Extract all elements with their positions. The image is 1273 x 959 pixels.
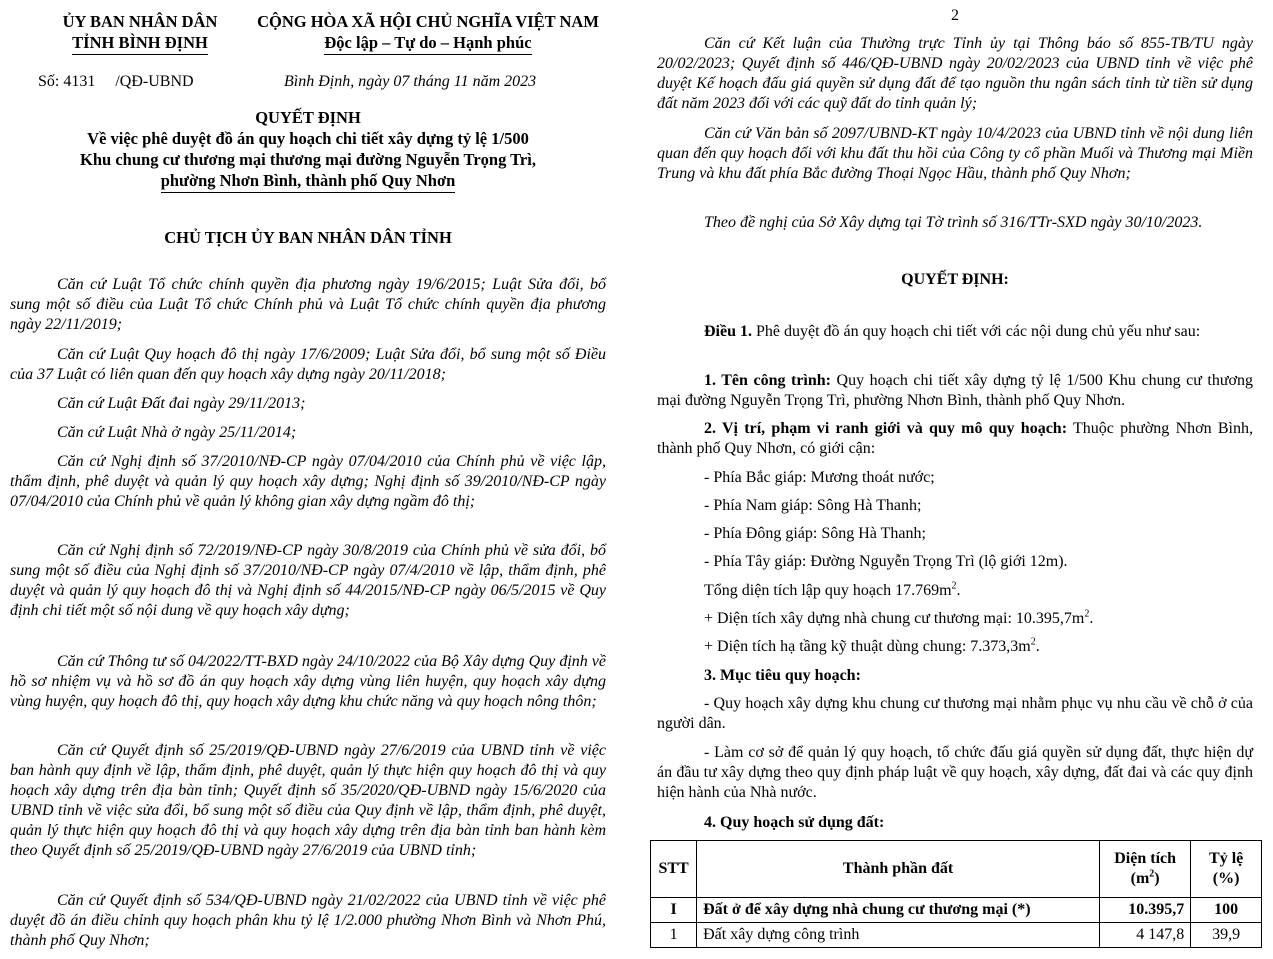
number-value: 4131 [63, 73, 96, 90]
legal-basis-10: Căn cứ Kết luận của Thường trực Tỉnh ủy tại Thông báo số 855-TB/TU ngày 20/02/2023; Quyết định số 446/QĐ-UBND ngày 20/02/2023 của UBND tỉnh về việc phê duyệt Kế hoạch đấu giá quyền sử dụng đất để tạo nguồn thu ngân sách tỉnh từ tiền sử dụng đất năm 2023 đối với các quỹ đất do tỉnh quản lý; [657, 35, 1253, 112]
agency-header [10, 11, 270, 55]
item-2-text: Thuộc phường Nhơn Bình, thành phố Quy Nhơn, có giới cận: [657, 420, 1253, 457]
boundary-east: - Phía Đông giáp: Sông Hà Thanh; [704, 525, 926, 542]
row-area: 10.395,7 [1100, 898, 1191, 923]
decision-heading: QUYẾT ĐỊNH: [901, 271, 1009, 288]
title-line3: phường Nhơn Bình, thành phố Quy Nhơn [161, 170, 456, 193]
document-date: Bình Định, ngày 07 tháng 11 năm 2023 [284, 73, 537, 90]
item-1-label: 1. Tên công trình: [704, 372, 832, 389]
item-3-goal-1: - Quy hoạch xây dựng khu chung cư thương mại nhằm phục vụ nhu cầu về chỗ ở của người dân. [657, 695, 1253, 732]
legal-basis-3: Căn cứ Luật Đất đai ngày 29/11/2013; [57, 395, 306, 412]
legal-basis-9: Căn cứ Quyết định số 534/QĐ-UBND ngày 21/02/2022 của UBND tỉnh về việc phê duyệt đồ án điều chỉnh quy hoạch phân khu tỷ lệ 1/2.000 phường Nhơn Bình và Nhơn Phú, thành phố Quy Nhơn; [10, 892, 606, 949]
title-heading: QUYẾT ĐỊNH [255, 108, 361, 127]
legal-basis-5: Căn cứ Nghị định số 37/2010/NĐ-CP ngày 07/04/2010 của Chính phủ về việc lập, thẩm định, phê duyệt và quản lý quy hoạch xây dựng; Nghị định số 39/2010/NĐ-CP ngày 07/04/2010 của Chính phủ về quản lý không gian xây dựng ngầm đô thị; [10, 453, 606, 510]
legal-basis-6: Căn cứ Nghị định số 72/2019/NĐ-CP ngày 30/8/2019 của Chính phủ về sửa đổi, bổ sung một số điều của Nghị định số 37/2010/NĐ-CP ngày 07/4/2010 về lập, thẩm định, phê duyệt và quản lý quy hoạch đô thị và Nghị định số 44/2015/NĐ-CP ngày 06/5/2015 về Quy định chi tiết một số nội dung về quy hoạch xây dựng; [10, 542, 606, 619]
nation-motto: Độc lập – Tự do – Hạnh phúc [324, 32, 531, 55]
row-pct: 100 [1191, 898, 1262, 923]
legal-basis-8: Căn cứ Quyết định số 25/2019/QĐ-UBND ngày 27/6/2019 của UBND tỉnh về việc ban hành quy định về lập, thẩm định, phê duyệt, quản lý thực hiện quy hoạch đô thị và quy hoạch xây dựng trên địa bàn tỉnh; Quyết định số 35/2020/QĐ-UBND ngày 15/6/2020 của UBND tỉnh về việc sửa đổi, bổ sung một số điều của Quy định về lập, thẩm định, phê duyệt, quản lý thực hiện quy hoạch đô thị và quy hoạch xây dựng trên địa bàn tỉnh ban hành kèm theo Quyết định số 25/2019/QĐ-UBND ngày 27/6/2019 của UBND tỉnh; [10, 742, 606, 859]
boundary-north: - Phía Bắc giáp: Mương thoát nước; [704, 469, 935, 486]
header-stt: STT [651, 841, 697, 898]
legal-basis-12: Theo đề nghị của Sở Xây dựng tại Tờ trình số 316/TTr-SXD ngày 30/10/2023. [704, 214, 1203, 231]
page-number: 2 [951, 7, 959, 24]
number-suffix: /QĐ-UBND [115, 73, 194, 90]
legal-basis-2: Căn cứ Luật Quy hoạch đô thị ngày 17/6/2009; Luật Sửa đổi, bổ sung một số Điều của 37 Luật có liên quan đến quy hoạch xây dựng ngày 20/11/2018; [10, 346, 606, 383]
row-stt: 1 [651, 923, 697, 948]
area-housing: + Diện tích xây dựng nhà chung cư thương mại: $10.395,7m^2$. [704, 608, 1094, 627]
header-name: Thành phần đất [697, 841, 1100, 898]
article-1 [657, 322, 1253, 342]
row-pct: 39,9 [1191, 923, 1262, 948]
legal-basis-7: Căn cứ Thông tư số 04/2022/TT-BXD ngày 24/10/2022 của Bộ Xây dựng Quy định về hồ sơ nhiệm vụ và hồ sơ đồ án quy hoạch xây dựng vùng liên huyện, quy hoạch xây dựng vùng huyện, quy hoạch đô thị, quy hoạch xây dựng khu chức năng và quy hoạch nông thôn; [10, 653, 606, 710]
area-total: Tổng diện tích lập quy hoạch $17.769m^2$. [704, 580, 961, 599]
area-infrastructure: + Diện tích hạ tầng kỹ thuật dùng chung: $7.373,3m^2$. [704, 636, 1040, 655]
document-number [38, 72, 194, 92]
item-4-label: 4. Quy hoạch sử dụng đất: [704, 814, 885, 831]
item-1 [657, 371, 1253, 411]
header-area: Diện tích $(m^2)$ [1100, 841, 1191, 898]
authority-heading: CHỦ TỊCH ỦY BAN NHÂN DÂN TỈNH [164, 228, 452, 247]
nation-header [238, 11, 618, 55]
table-row [651, 923, 1262, 948]
legal-basis-11: Căn cứ Văn bản số 2097/UBND-KT ngày 10/4/2023 của UBND tỉnh về nội dung liên quan đến quy hoạch đối với khu đất thu hồi của Công ty cổ phần Muối và Thương mại Miền Trung và khu đất phía Bắc đường Thoại Ngọc Hầu, thành phố Quy Nhơn; [657, 125, 1253, 182]
boundary-south: - Phía Nam giáp: Sông Hà Thanh; [704, 497, 922, 514]
item-2-label: 2. Vị trí, phạm vi ranh giới và quy mô quy hoạch: [704, 420, 1068, 437]
agency-line1: ỦY BAN NHÂN DÂN [62, 12, 218, 31]
legal-basis-1: Căn cứ Luật Tổ chức chính quyền địa phương ngày 19/6/2015; Luật Sửa đổi, bổ sung một số điều của Luật Tổ chức Chính phủ và Luật Tổ chức chính quyền địa phương ngày 22/11/2019; [10, 276, 606, 333]
item-1-text: Quy hoạch chi tiết xây dựng tỷ lệ 1/500 Khu chung cư thương mại đường Nguyễn Trọng Trì, phường Nhơn Bình, thành phố Quy Nhơn. [657, 372, 1253, 409]
row-area: 4 147,8 [1100, 923, 1191, 948]
article-1-label: Điều 1. [704, 323, 752, 340]
item-3-label: 3. Mục tiêu quy hoạch: [704, 667, 861, 684]
title-line2: Khu chung cư thương mại thương mại đường Nguyễn Trọng Trì, [80, 150, 536, 169]
article-1-text: Phê duyệt đồ án quy hoạch chi tiết với các nội dung chủ yếu như sau: [752, 323, 1201, 340]
agency-line2: TỈNH BÌNH ĐỊNH [72, 32, 208, 55]
nation-line1: CỘNG HÒA XÃ HỘI CHỦ NGHĨA VIỆT NAM [257, 12, 599, 31]
document-title [10, 107, 606, 193]
row-name: Đất ở để xây dựng nhà chung cư thương mại (*) [697, 898, 1100, 923]
header-pct: Tỷ lệ (%) [1191, 841, 1262, 898]
row-stt: I [651, 898, 697, 923]
item-2 [657, 419, 1253, 459]
land-use-table [650, 840, 1262, 948]
legal-basis-4: Căn cứ Luật Nhà ở ngày 25/11/2014; [57, 424, 297, 441]
boundary-west: - Phía Tây giáp: Đường Nguyễn Trọng Trì (lộ giới 12m). [704, 553, 1068, 570]
item-3-goal-2: - Làm cơ sở để quản lý quy hoạch, tổ chức đấu giá quyền sử dụng đất, thực hiện dự án đầu tư xây dựng theo quy định pháp luật về quy hoạch, xây dựng, đất đai và các quy định hiện hành của Nhà nước. [657, 744, 1253, 801]
table-row [651, 898, 1262, 923]
table-header-row [651, 841, 1262, 898]
title-line1: Về việc phê duyệt đồ án quy hoạch chi tiết xây dựng tỷ lệ 1/500 [87, 129, 529, 148]
number-prefix: Số: [38, 73, 60, 90]
row-name: Đất xây dựng công trình [697, 923, 1100, 948]
